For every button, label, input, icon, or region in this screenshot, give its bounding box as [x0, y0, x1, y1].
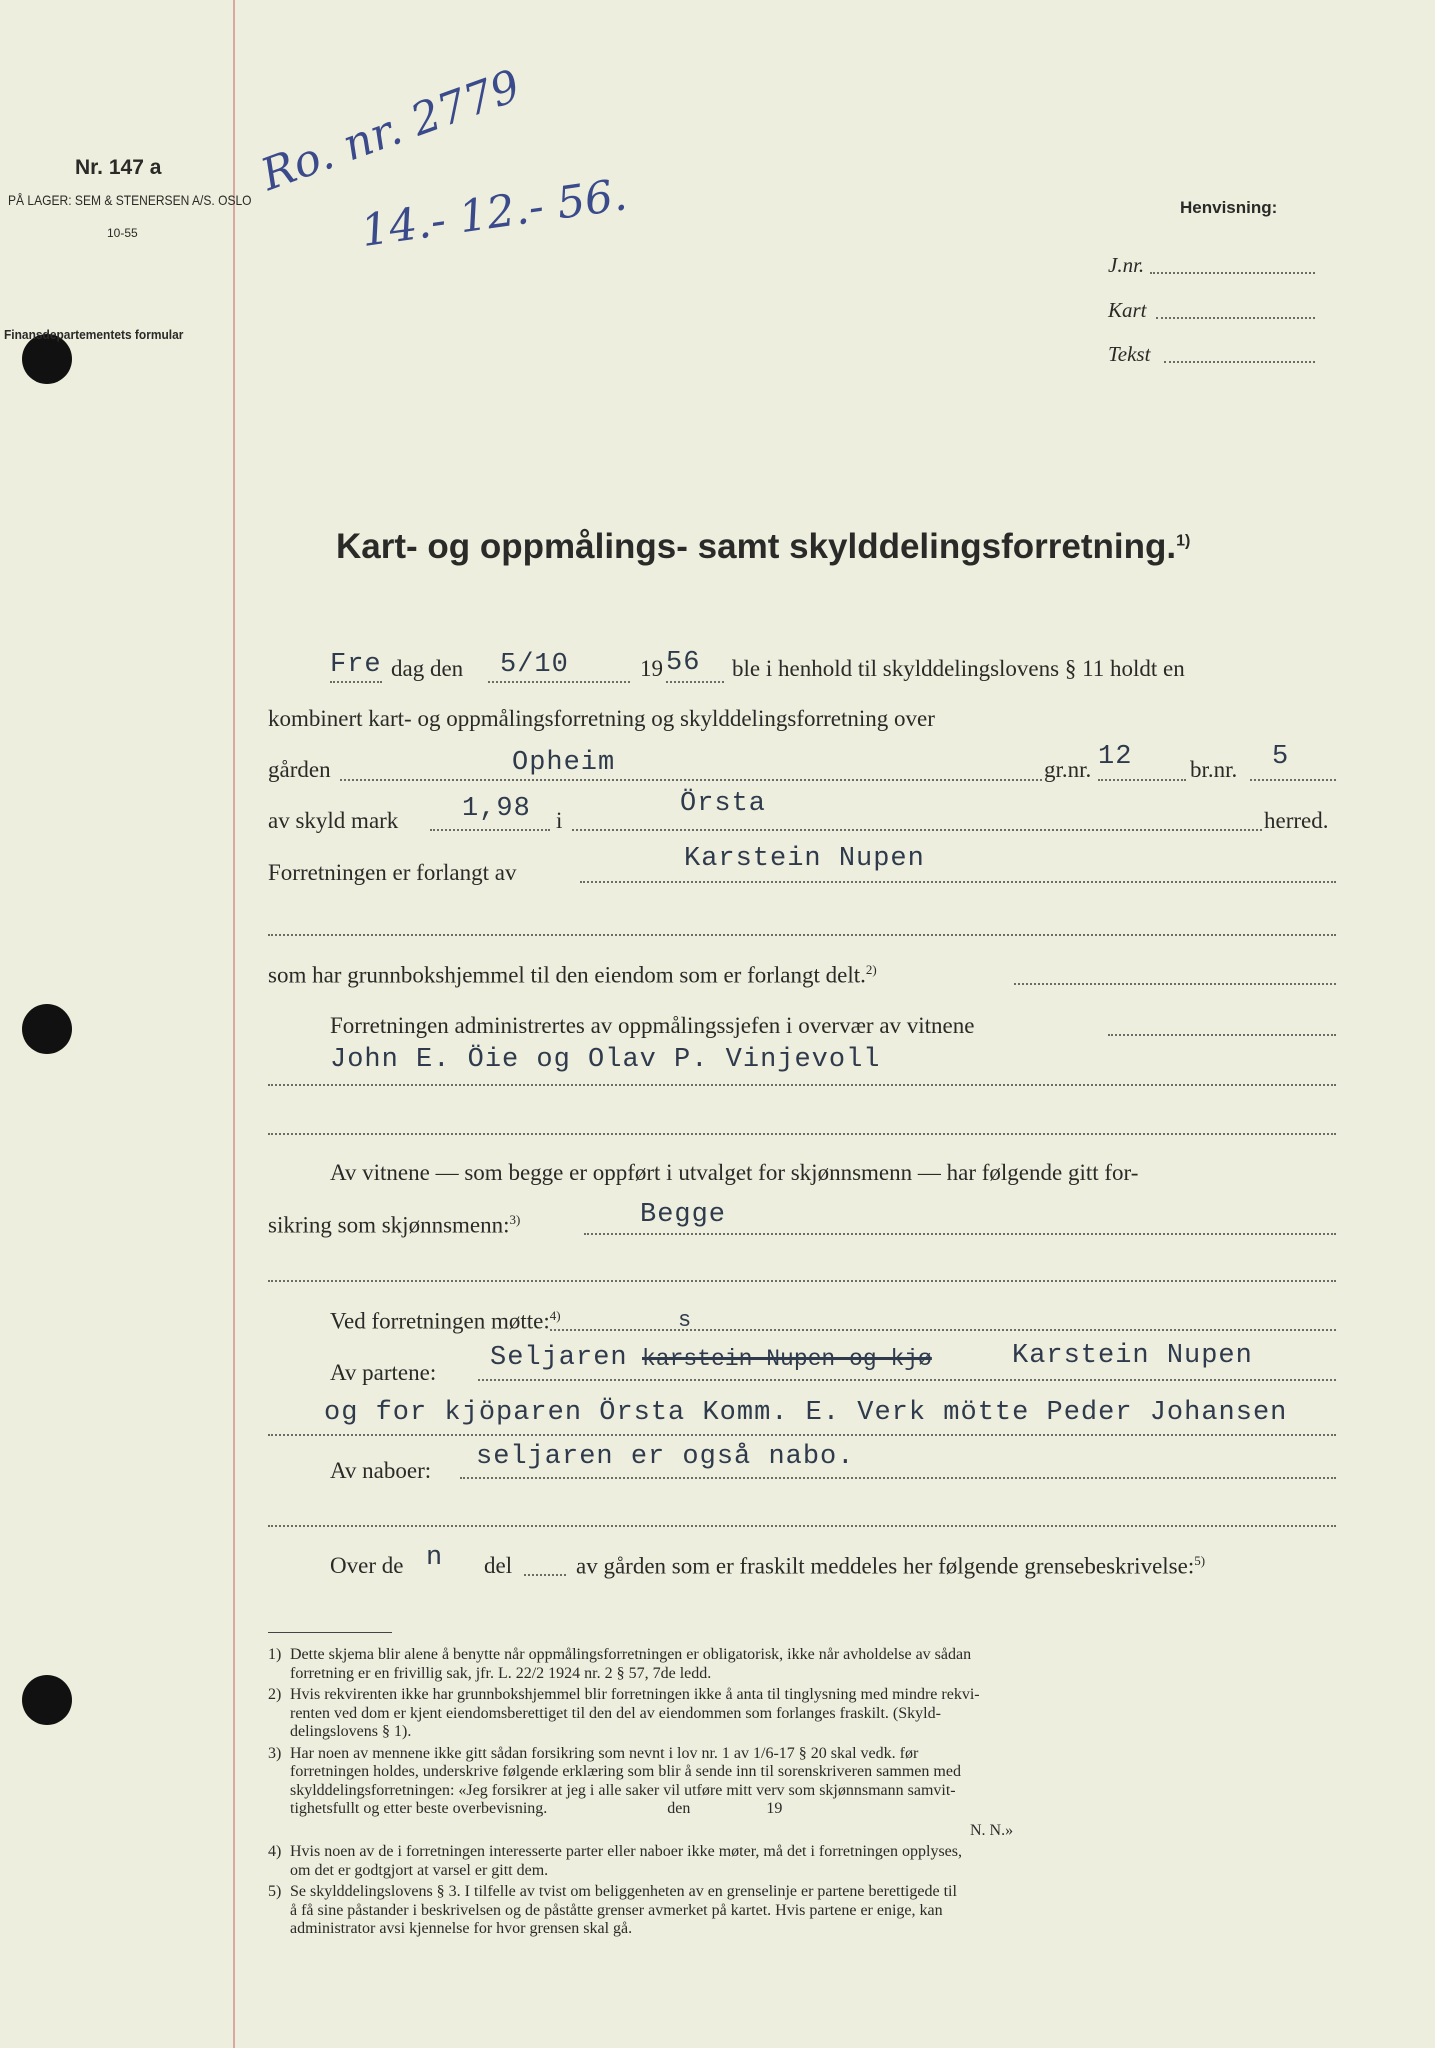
footnote-line: forretning er en frivillig sak, jfr. L. 22/2 1924 nr. 2 § 57, 7de ledd.: [290, 1664, 712, 1682]
title-text: Kart- og oppmålings- samt skylddelingsforretning.: [336, 527, 1177, 566]
margin-line: [233, 0, 235, 2048]
partene-label: Av partene:: [330, 1360, 437, 1385]
grunnbok-text: som har grunnbokshjemmel til den eiendom som er forlangt delt.: [268, 962, 866, 988]
date-value: 5/10: [500, 650, 569, 680]
partene-value-2: Karstein Nupen: [1012, 1341, 1253, 1371]
footnote-line: Hvis rekvirenten ikke har grunnbokshjemmel blir forretningen ikke å anta til tinglysning med mindre rekvi-: [290, 1686, 980, 1703]
herred-line: [572, 829, 1262, 831]
partene-line-2: og for kjöparen Örsta Komm. E. Verk mötte Peder Johansen: [324, 1398, 1288, 1428]
requested-value: Karstein Nupen: [684, 844, 925, 874]
footnote-line: å få sine påstander i beskrivelsen og de påståtte grenser avmerket på kartet. Hvis partene er enige, kan: [290, 1901, 943, 1919]
reference-tekst-line: [1164, 361, 1315, 363]
reference-kart-line: [1156, 317, 1315, 319]
farm-line: [340, 779, 1042, 781]
department-label: Finansdepartementets formular: [4, 327, 184, 342]
footnote-line: Se skylddelingslovens § 3. I tilfelle av tvist om beliggenheten av en grenselinje er partene berettigede til: [290, 1883, 957, 1900]
attendance-line: [550, 1329, 1336, 1331]
footnote-line: om det er godtgjort at varsel er gitt dem.: [290, 1861, 549, 1879]
skyld-i-label: i: [556, 808, 563, 833]
boundary-note: 5): [1194, 1553, 1206, 1568]
attendance-note: 4): [549, 1308, 561, 1323]
footnote-number: 3): [268, 1744, 282, 1762]
footnote-line: forretningen holdes, underskrive følgende erklæring som blir å sende inn til sorenskriveren sammen med: [290, 1763, 961, 1780]
footnote-line: renten ved dom er kjent eiendomsberettiget til den del av eiendommen som forlanges fraskilt. (Skyld-: [290, 1704, 941, 1722]
farm-label: gården: [268, 757, 331, 782]
footnotes: [268, 1646, 1338, 1942]
reference-tekst-label: Tekst: [1108, 342, 1151, 366]
title-note: 1): [1176, 532, 1191, 550]
admin-label: Forretningen administrertes av oppmålingssjefen i overvær av vitnene: [330, 1013, 975, 1038]
witness-note: 3): [509, 1212, 521, 1227]
witness-line-b: [268, 1280, 1336, 1282]
admin-value: John E. Öie og Olav P. Vinjevoll: [330, 1045, 881, 1075]
farm-value: Opheim: [512, 748, 616, 778]
footnote-line: N. N.»: [970, 1821, 1014, 1839]
year-line: [666, 681, 724, 683]
footnote-item: [268, 1646, 1338, 1683]
reference-label: Henvisning:: [1180, 198, 1278, 217]
brnr-value: 5: [1272, 742, 1290, 772]
punch-hole: [22, 1675, 72, 1725]
footnote-number: 2): [268, 1686, 282, 1703]
footnote-number: 1): [268, 1646, 282, 1663]
skyld-value: 1,98: [462, 794, 531, 824]
footnote-line: delingslovens § 1).: [290, 1723, 412, 1740]
witness-line-2: [268, 1212, 520, 1239]
admin-line-3: [268, 1133, 1336, 1135]
boundary-text-3-text: av gården som er fraskilt meddeles her følgende grensebeskrivelse:: [576, 1553, 1195, 1579]
partene-struck-text: karstein Nupen og kjø: [642, 1346, 932, 1372]
footnote-number: [268, 1822, 290, 1841]
attendance-label-text: Ved forretningen møtte:: [330, 1308, 550, 1334]
footnote-line: Dette skjema blir alene å benytte når oppmålingsforretningen er obligatorisk, ikke når avholdelse av sådan: [290, 1646, 972, 1663]
footnote-line: tighetsfullt og etter beste overbevisning. den 19: [290, 1800, 783, 1817]
grunnbok-line: [1014, 983, 1336, 985]
footnote-item: [268, 1745, 1338, 1819]
naboer-label: Av naboer:: [330, 1458, 432, 1483]
footnote-line: skylddelingsforretningen: «Jeg forsikrer at jeg i alle saker vil utføre mitt verv som skjønnsmann samvit-: [290, 1781, 956, 1799]
handwritten-record-number: Ro. nr. 2779: [254, 60, 527, 201]
skyld-line: [430, 829, 550, 831]
punch-hole: [22, 1004, 72, 1054]
witness-line-2-text: sikring som skjønnsmenn:: [268, 1212, 510, 1238]
reference-kart-label: Kart: [1108, 298, 1147, 322]
naboer-line: [460, 1477, 1336, 1479]
weekday-value: Fre: [330, 650, 382, 680]
printer-line: PÅ LAGER: SEM & STENERSEN A/S. OSLO: [8, 192, 252, 208]
footnote-line: Hvis noen av de i forretningen interesserte parter eller naboer ikke møter, må det i forretningen opplyses,: [290, 1843, 963, 1860]
grnr-line: [1098, 779, 1186, 781]
partene-insert: s: [678, 1308, 693, 1333]
handwritten-record-date: 14.- 12.- 56.: [357, 169, 631, 257]
print-code: 10-55: [107, 226, 138, 240]
boundary-text-1: Over de: [330, 1553, 404, 1578]
reference-jnr-label: J.nr.: [1108, 253, 1145, 277]
footnote-line: administrator avsi kjennelse for hvor grensen skal gå.: [290, 1920, 633, 1937]
attendance-label: [330, 1308, 561, 1335]
naboer-line-2: [268, 1525, 1336, 1527]
requested-line-2: [268, 934, 1336, 936]
herred-value: Örsta: [680, 789, 767, 819]
grnr-value: 12: [1098, 742, 1133, 772]
partene-line-2-dots: [268, 1434, 1336, 1436]
footnote-number: 5): [268, 1883, 282, 1900]
footnote-item: [268, 1686, 1338, 1742]
grunnbok-note: 2): [865, 962, 877, 977]
form-number: Nr. 147 a: [75, 156, 162, 179]
footnote-item: [268, 1822, 1338, 1841]
footnote-item: [268, 1883, 1338, 1939]
grunnbok-label: [268, 962, 877, 989]
witness-value: Begge: [640, 1200, 727, 1230]
footnote-item: [268, 1843, 1338, 1880]
dag-den-label: dag den: [391, 656, 464, 681]
witness-line-1: Av vitnene — som begge er oppført i utvalget for skjønnsmenn — har følgende gitt for-: [330, 1160, 1139, 1185]
requested-line: [580, 881, 1336, 883]
boundary-del-line: [524, 1574, 566, 1576]
brnr-label: br.nr.: [1190, 757, 1238, 782]
partene-line: [478, 1379, 1336, 1381]
reference-jnr-line: [1150, 272, 1315, 274]
paragraph-line-2: kombinert kart- og oppmålingsforretning og skylddelingsforretning over: [268, 706, 935, 731]
boundary-text-3: [576, 1553, 1205, 1580]
admin-line-1: [1108, 1034, 1336, 1036]
admin-line-2: [268, 1084, 1336, 1086]
year-value: 56: [666, 648, 701, 678]
footnote-divider: [268, 1632, 392, 1633]
herred-label: herred.: [1264, 808, 1329, 833]
brnr-line: [1250, 779, 1336, 781]
document-title: [336, 527, 1190, 567]
boundary-text-2: del: [484, 1553, 513, 1578]
footnote-line: Har noen av mennene ikke gitt sådan forsikring som nevnt i lov nr. 1 av 1/6-17 § 20 skal vedk. før: [290, 1744, 919, 1762]
date-line: [488, 681, 630, 683]
boundary-typed-n: n: [426, 1543, 444, 1573]
date-line-text: ble i henhold til skylddelingslovens § 11 holdt en: [732, 656, 1185, 681]
skyld-label: av skyld mark: [268, 808, 399, 833]
footnote-number: 4): [268, 1843, 282, 1860]
grnr-label: gr.nr.: [1044, 757, 1092, 782]
requested-label: Forretningen er forlangt av: [268, 860, 517, 885]
naboer-value: seljaren er også nabo.: [476, 1442, 855, 1472]
year-prefix: 19: [640, 656, 663, 681]
weekday-line: [330, 681, 382, 683]
partene-value-1: Seljaren: [490, 1343, 628, 1373]
witness-line: [584, 1233, 1336, 1235]
